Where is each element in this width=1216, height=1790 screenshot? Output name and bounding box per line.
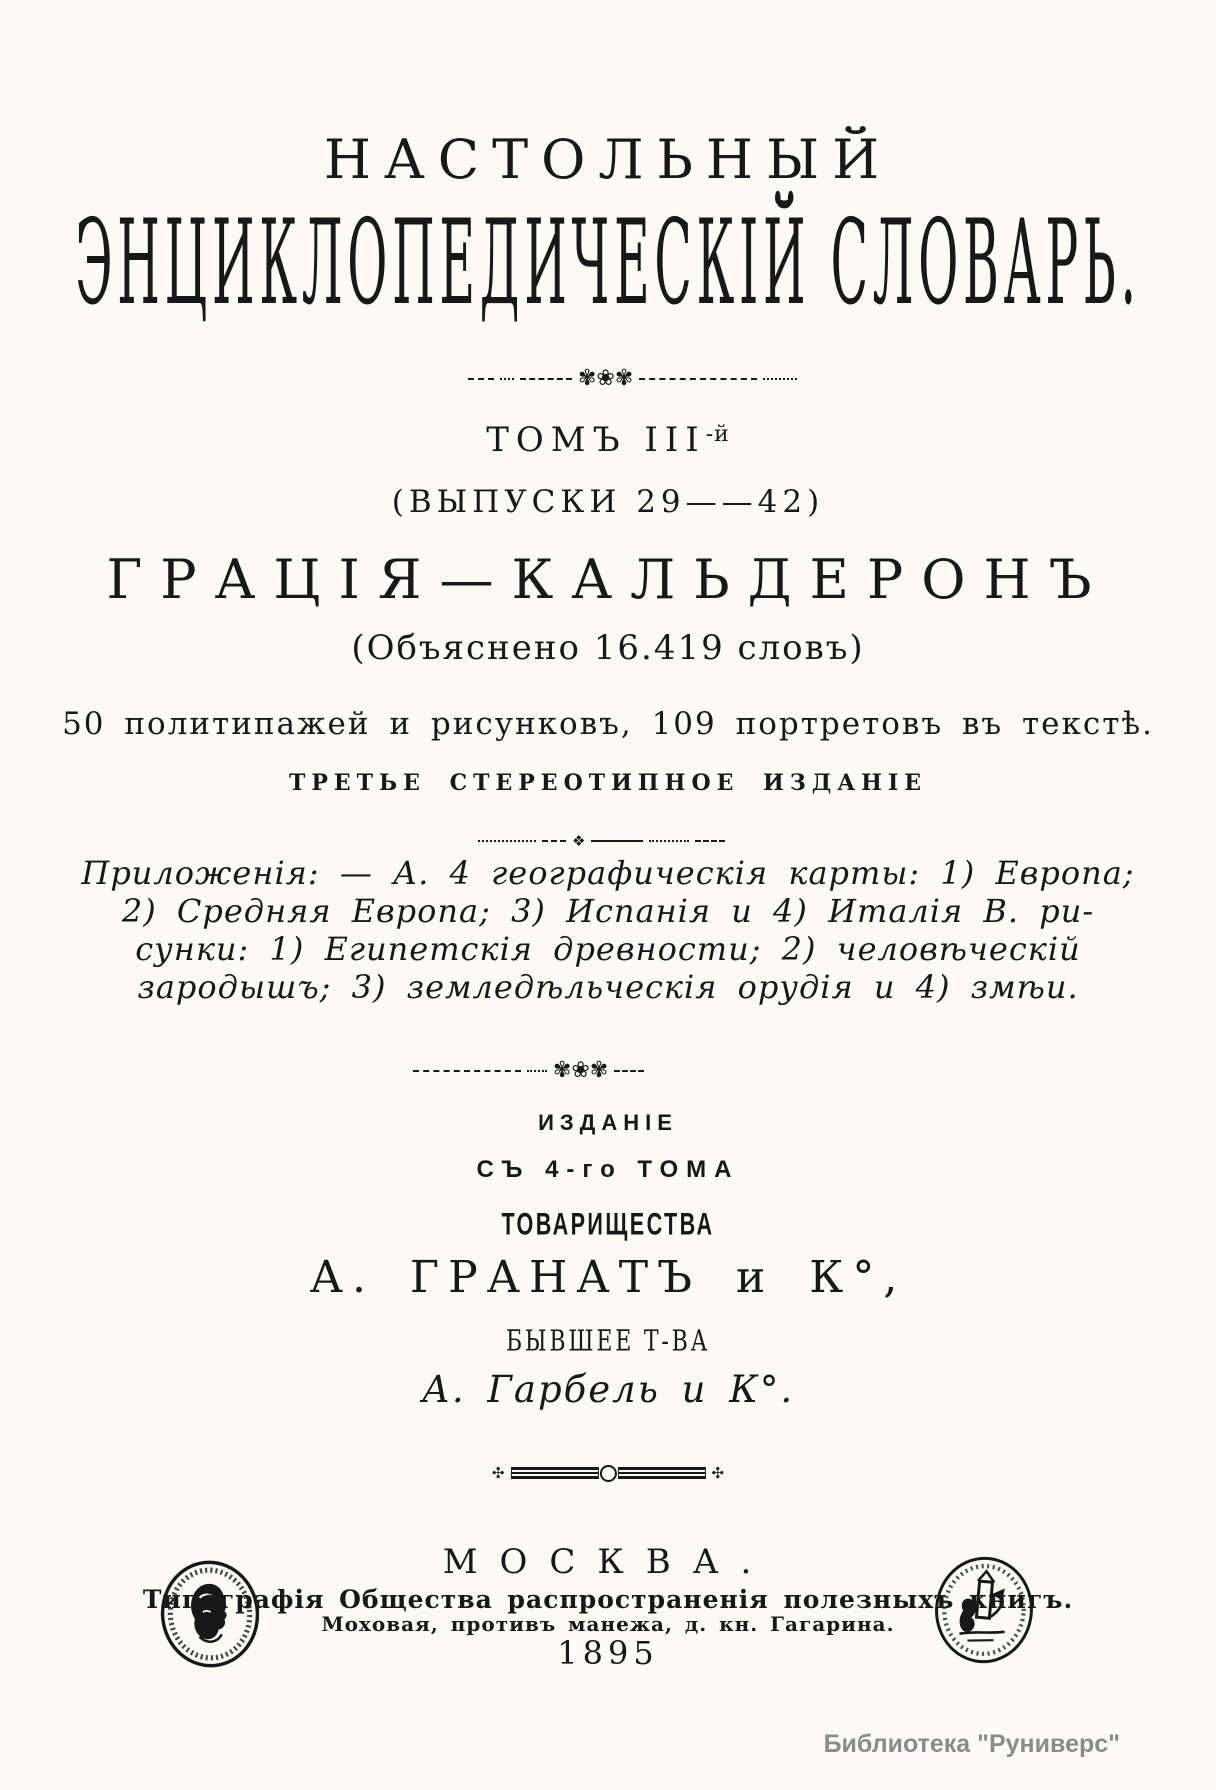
publisher-company-name: А. ГРАНАТЪ и К°, [309,1252,907,1303]
imprint-printer: Типографія Общества распространенія полезныхъ книгъ. [142,1585,1074,1614]
fleuron-ornament-icon: ✣ [491,1463,505,1482]
publisher-partnership: ТОВАРИЩЕСТВА [501,1206,715,1242]
issues-range: (ВЫПУСКИ 29——42) [391,484,825,520]
diamond-ornament-icon: ❖ [572,831,586,850]
edition-statement: ТРЕТЬЕ СТЕРЕОТИПНОЕ ИЗДАНІЕ [288,770,928,796]
appendix-line: зародышъ; 3) земледѣльческія орудія и 4) змѣи. [137,968,1079,1006]
imprint-city: МОСКВА. [442,1542,774,1582]
volume-number: ТОМЪ $III^{-й}$ [486,420,730,460]
illustrations-note: 50 политипажей и рисунковъ, 109 портретовъ въ текстѣ. [62,706,1154,742]
appendix-paragraph [0,854,1216,1006]
book-title-top: НАСТОЛЬНЫЙ [323,128,893,191]
publisher-former-label: БЫВШЕЕ Т-ВА [505,1324,711,1358]
book-title-main: ЭНЦИКЛОПЕДИЧЕСКІЙ СЛОВАРЬ. [75,197,1141,332]
publisher-edition-label: ИЗДАНІЕ [538,1110,678,1135]
ornament-divider-lower [413,1058,644,1084]
ornament-divider-top [468,366,797,392]
imprint-year: 1895 [557,1634,659,1672]
alphabet-range-title: ГРАЦІЯ—КАЛЬДЕРОНЪ [106,548,1110,611]
floral-ornament-icon: ✾❀✾ [578,366,634,391]
publisher-former-company: А. Гарбель и К°. [421,1368,795,1411]
floral-ornament-icon: ✾❀✾ [553,1058,609,1083]
appendix-line: 2) Средняя Европа; 3) Испанія и 4) Италія В. ри- [121,892,1095,930]
imprint-address: Моховая, противъ манежа, д. кн. Гагарина. [321,1612,895,1636]
publisher-from-tome: СЪ 4-го ТОМА [476,1156,740,1183]
words-explained-count: (Объяснено 16.419 словъ) [351,628,865,668]
ring-ornament-icon [600,1465,617,1482]
volume-suffix: -й [705,422,730,447]
appendix-line: сунки: 1) Египетскія древности; 2) человѣческій [135,930,1081,968]
ornament-divider-middle [478,828,725,854]
fleuron-ornament-icon: ✣ [711,1463,725,1482]
appendix-line: Приложенія: — А. 4 географическія карты: 1) Европа; [81,854,1135,892]
library-watermark: Библиотека "Руниверс" [823,1730,1120,1758]
ornament-divider-bottom [492,1460,724,1486]
